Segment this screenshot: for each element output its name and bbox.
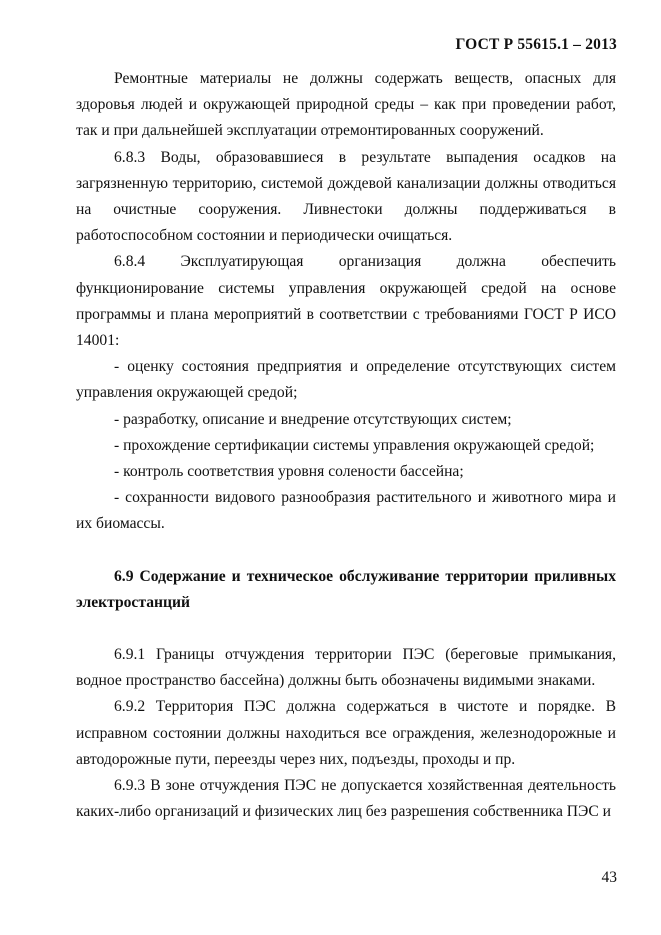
paragraph-6-8-3: 6.8.3 Воды, образовавшиеся в результате выпадения осадков на загрязненную территорию, системой дождевой канализации должны отводиться на очистные сооружения. Ливнестоки должны поддерживаться в работоспособном состоянии и периодически очищаться. bbox=[76, 148, 616, 245]
list-item: - разработку, описание и внедрение отсутствующих систем; bbox=[114, 410, 512, 428]
standard-header: ГОСТ Р 55615.1 – 2013 bbox=[455, 36, 617, 53]
page-number: 43 bbox=[601, 869, 617, 886]
paragraph-6-9-2: 6.9.2 Территория ПЭС должна содержаться в чистоте и порядке. В исправном состоянии должны находиться все ограждения, железнодорожные и автодорожные пути, переезды через них, подъезды, проходы и пр. bbox=[76, 698, 616, 768]
list-item: - сохранности видового разнообразия растительного и животного мира и их биомассы. bbox=[76, 489, 616, 533]
document-body bbox=[76, 66, 616, 825]
paragraph-repair-materials: Ремонтные материалы не должны содержать веществ, опасных для здоровья людей и окружающей природной среды – как при проведении работ, так и при дальнейшей эксплуатации отремонтированных сооружений. bbox=[76, 70, 616, 140]
paragraph-6-9-3: 6.9.3 В зоне отчуждения ПЭС не допускается хозяйственная деятельность каких-либо организаций и физических лиц без разрешения собственника ПЭС и bbox=[76, 777, 616, 821]
list-item: - контроль соответствия уровня солености бассейна; bbox=[114, 463, 464, 481]
list-item: - прохождение сертификации системы управления окружающей средой; bbox=[114, 436, 595, 454]
section-heading-6-9: 6.9 Содержание и техническое обслуживание территории приливных электростанций bbox=[76, 567, 616, 611]
list-item: - оценку состояния предприятия и определение отсутствующих систем управления окружающей средой; bbox=[76, 358, 616, 402]
paragraph-6-9-1: 6.9.1 Границы отчуждения территории ПЭС (береговые примыкания, водное пространство бассейна) должны быть обозначены видимыми знаками. bbox=[76, 646, 616, 690]
paragraph-6-8-4: 6.8.4 Эксплуатирующая организация должна обеспечить функционирование системы управления окружающей средой на основе программы и плана мероприятий в соответствии с требованиями ГОСТ Р ИСО 14001: bbox=[76, 253, 616, 350]
